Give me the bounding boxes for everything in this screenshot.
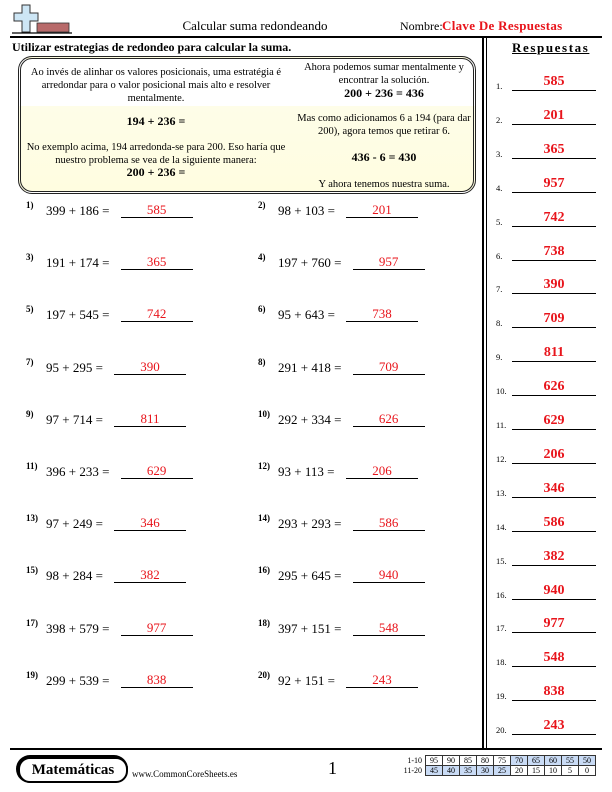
answer-key-value: 811 <box>543 345 565 361</box>
problem-number: 6) <box>258 304 266 315</box>
answer-key-line <box>512 700 596 701</box>
answer-key-value: 977 <box>543 616 565 632</box>
answer-line <box>121 269 193 270</box>
problem-answer[interactable]: 548 <box>378 619 399 635</box>
answer-key-number: 12. <box>496 453 507 464</box>
answer-key-number: 18. <box>496 657 507 668</box>
answer-key-line <box>512 429 596 430</box>
problem-expression: 399 + 186 = <box>46 203 110 218</box>
answer-key-line <box>512 599 596 600</box>
answer-column-divider-inner <box>486 36 487 748</box>
score-cell: 50 <box>579 756 596 766</box>
answer-line <box>353 635 425 636</box>
answer-key-number: 14. <box>496 521 507 532</box>
problem-answer[interactable]: 586 <box>378 515 399 531</box>
answer-line <box>346 321 418 322</box>
problem-answer[interactable]: 626 <box>378 410 399 426</box>
answer-key-value: 940 <box>543 582 565 598</box>
score-cell: 45 <box>426 766 443 776</box>
score-cell: 70 <box>511 756 528 766</box>
answer-key-number: 19. <box>496 691 507 702</box>
answer-key-number: 16. <box>496 589 507 600</box>
problem-number: 12) <box>258 461 270 471</box>
answer-key-number: 2. <box>496 114 503 125</box>
problem-expression: 397 + 151 = <box>278 620 342 636</box>
problem-expression: 299 + 539 = <box>46 672 110 688</box>
answer-key-line <box>512 632 596 633</box>
example-left-eq2: 200 + 236 = <box>126 165 186 179</box>
answer-key-number: 10. <box>496 386 507 397</box>
answer-key-item <box>496 413 598 433</box>
answer-line <box>121 217 193 218</box>
name-label: Nombre: <box>400 19 443 33</box>
score-cell: 35 <box>460 766 477 776</box>
score-cell: 30 <box>477 766 494 776</box>
example-right-eq1: 200 + 236 = 436 <box>344 86 424 100</box>
problem-number: 3) <box>26 252 34 263</box>
answer-line <box>346 478 418 479</box>
example-right-eq2: 436 - 6 = 430 <box>351 150 417 164</box>
score-cell: 5 <box>562 766 579 776</box>
answer-key-value: 586 <box>543 514 565 530</box>
problem-answer[interactable]: 365 <box>146 254 167 270</box>
answer-key-line <box>512 192 596 193</box>
answer-key-value: 548 <box>543 650 565 666</box>
problem-number: 10) <box>258 408 270 419</box>
example-right-final: Y ahora tenemos nuestra suma. <box>318 179 450 190</box>
score-cell: 80 <box>477 756 494 766</box>
score-cell: 90 <box>443 756 460 766</box>
answer-line <box>353 582 425 583</box>
page-number: 1 <box>328 758 337 778</box>
answer-key-item <box>496 583 598 603</box>
instructions: Utilizar estrategias de redondeo para calcular la suma. <box>12 40 292 54</box>
answer-key-line <box>512 531 596 532</box>
problem-number: 14) <box>258 513 270 524</box>
answer-key-item <box>496 74 598 94</box>
problem-answer[interactable]: 940 <box>378 567 399 583</box>
answer-key-number: 7. <box>496 284 503 295</box>
footer-divider <box>10 748 602 750</box>
plus-logo-icon <box>10 4 72 34</box>
problem-expression: 291 + 418 = <box>278 359 342 375</box>
answer-key-line <box>512 565 596 566</box>
problem-expression: 398 + 579 = <box>46 620 110 636</box>
problem-answer[interactable]: 390 <box>140 358 160 374</box>
problem-number: 7) <box>26 356 34 367</box>
problem-expression: 92 + 151 = <box>278 672 335 688</box>
example-right-intro: Ahora podemos sumar mentalmente y encontrar la solución. <box>304 62 464 86</box>
score-cell: 10 <box>545 766 562 776</box>
score-row-label: 1-10 <box>407 756 422 765</box>
problem-number: 9) <box>26 408 34 419</box>
problem-answer[interactable]: 243 <box>372 671 392 687</box>
answer-key-item <box>496 176 598 196</box>
answer-key-title: Respuestas <box>512 40 590 55</box>
problem-expression: 292 + 334 = <box>278 411 342 427</box>
answer-key-line <box>512 497 596 498</box>
problem-expression: 95 + 295 = <box>46 359 103 375</box>
answer-key-number: 15. <box>496 555 507 566</box>
answer-line <box>353 426 425 427</box>
example-right-explain: Mas como adicionamos 6 a 194 (para dar 200), agora temos que retirar 6. <box>297 113 471 137</box>
score-cell: 25 <box>494 766 511 776</box>
problem-expression: 197 + 760 = <box>278 255 342 271</box>
answer-key-item <box>496 481 598 501</box>
answer-key-line <box>512 734 596 735</box>
problem-number: 13) <box>26 513 38 524</box>
answer-key-line <box>512 226 596 227</box>
problem-answer[interactable]: 206 <box>372 463 392 478</box>
score-row-1-10 <box>392 756 596 766</box>
score-cell: 55 <box>562 756 579 766</box>
header-divider <box>10 36 602 38</box>
subject-badge: Matemáticas <box>18 757 128 783</box>
problem-expression: 396 + 233 = <box>46 464 110 479</box>
answer-key-line <box>512 90 596 91</box>
problem-answer[interactable]: 629 <box>146 463 167 478</box>
answer-line <box>114 530 186 531</box>
answer-key-item <box>496 142 598 162</box>
problem-answer[interactable]: 738 <box>372 306 392 322</box>
problem-number: 2) <box>258 200 266 210</box>
answer-line <box>121 321 193 322</box>
answer-key-line <box>512 395 596 396</box>
answer-key-item <box>496 277 598 297</box>
problem-expression: 295 + 645 = <box>278 568 342 584</box>
problem-expression: 95 + 643 = <box>278 307 335 323</box>
answer-key-value: 346 <box>543 480 565 496</box>
answer-key-item <box>496 447 598 467</box>
problem-answer[interactable]: 811 <box>140 410 160 426</box>
answer-line <box>114 426 186 427</box>
problem-number: 15) <box>26 565 38 576</box>
answer-key-item <box>496 515 598 535</box>
answer-key-number: 13. <box>496 487 507 498</box>
answer-key-value: 201 <box>543 107 565 123</box>
answer-key-number: 1. <box>496 81 503 91</box>
problem-number: 4) <box>258 252 266 263</box>
answer-key-value: 629 <box>543 413 565 428</box>
answer-key-value: 738 <box>543 243 565 259</box>
problem-answer[interactable]: 957 <box>378 254 399 270</box>
answer-line <box>121 478 193 479</box>
answer-key-number: 17. <box>496 623 507 634</box>
answer-key-item <box>496 684 598 704</box>
answer-line <box>346 217 418 218</box>
answer-key-item <box>496 379 598 399</box>
problem-number: 1) <box>26 200 34 210</box>
score-cell: 40 <box>443 766 460 776</box>
problem-answer[interactable]: 201 <box>372 202 392 217</box>
score-row-11-20 <box>392 766 596 776</box>
answer-line <box>121 635 193 636</box>
answer-key-line <box>512 327 596 328</box>
score-row-label: 11-20 <box>403 766 422 775</box>
problem-answer[interactable]: 742 <box>146 306 167 322</box>
problem-expression: 197 + 545 = <box>46 307 110 323</box>
answer-key-number: 8. <box>496 318 503 329</box>
score-cell: 85 <box>460 756 477 766</box>
answer-key-line <box>512 158 596 159</box>
answer-line <box>353 269 425 270</box>
answer-key-value: 957 <box>543 175 565 191</box>
answer-key-value: 382 <box>543 548 565 564</box>
answer-key-number: 9. <box>496 352 503 363</box>
problem-expression: 293 + 293 = <box>278 516 342 532</box>
answer-line <box>353 530 425 531</box>
answer-key-item <box>496 311 598 331</box>
answer-key-item <box>496 549 598 569</box>
answer-key-item <box>496 108 598 128</box>
problem-number: 20) <box>258 669 270 680</box>
answer-key-line <box>512 463 596 464</box>
answer-key-line <box>512 260 596 261</box>
problem-answer[interactable]: 977 <box>146 619 167 635</box>
answer-line <box>353 374 425 375</box>
problem-number: 19) <box>26 669 38 680</box>
answer-line <box>114 582 186 583</box>
problem-number: 18) <box>258 617 270 628</box>
problem-expression: 98 + 284 = <box>46 568 103 584</box>
problem-answer[interactable]: 585 <box>146 202 167 217</box>
problem-expression: 97 + 249 = <box>46 516 103 532</box>
site-url[interactable]: www.CommonCoreSheets.es <box>132 769 238 779</box>
answer-key-value: 206 <box>543 446 565 462</box>
score-cell: 75 <box>494 756 511 766</box>
example-box <box>18 56 476 194</box>
answer-key-item <box>496 616 598 636</box>
answer-key-value: 742 <box>543 209 565 225</box>
answer-line <box>114 374 186 375</box>
answer-key-value: 243 <box>543 718 565 734</box>
answer-key-number: 11. <box>496 420 507 430</box>
example-left-eq1: 194 + 236 = <box>126 114 186 128</box>
answer-key-value: 390 <box>543 277 565 293</box>
score-cell: 65 <box>528 756 545 766</box>
answer-key-line <box>512 361 596 362</box>
problem-number: 5) <box>26 304 34 315</box>
score-cell: 15 <box>528 766 545 776</box>
answer-column-divider <box>482 36 484 748</box>
score-table <box>392 755 596 776</box>
problem-answer[interactable]: 838 <box>146 671 167 687</box>
answer-key-number: 4. <box>496 182 503 193</box>
answer-key-value: 709 <box>543 311 565 327</box>
answer-key-number: 3. <box>496 148 503 159</box>
problem-expression: 97 + 714 = <box>46 411 103 427</box>
answer-line <box>346 687 418 688</box>
score-cell: 95 <box>426 756 443 766</box>
name-value: Clave De Respuestas <box>442 18 563 33</box>
problem-number: 17) <box>26 617 38 628</box>
problem-answer[interactable]: 382 <box>140 567 160 583</box>
answer-key-item <box>496 718 598 738</box>
worksheet-title: Calcular suma redondeando <box>182 18 328 33</box>
problem-expression: 98 + 103 = <box>278 203 335 218</box>
problem-answer[interactable]: 709 <box>378 358 399 374</box>
example-left-intro: Ao invés de alinhar os valores posicionais, uma estratégia é arredondar para o valor posicional mais alto e resolver mentalmente. <box>30 67 282 104</box>
answer-key-value: 365 <box>543 141 565 157</box>
problem-expression: 93 + 113 = <box>278 464 335 479</box>
problem-number: 8) <box>258 356 266 367</box>
answer-key-number: 6. <box>496 250 503 261</box>
score-cell: 20 <box>511 766 528 776</box>
answer-key-number: 20. <box>496 725 507 736</box>
answer-line <box>121 687 193 688</box>
answer-key-item <box>496 210 598 230</box>
answer-key-value: 626 <box>543 379 565 395</box>
problem-number: 11) <box>26 461 38 471</box>
answer-key-value: 838 <box>543 684 565 700</box>
answer-key-number: 5. <box>496 216 503 227</box>
answer-key-line <box>512 293 596 294</box>
answer-key-item <box>496 650 598 670</box>
answer-key-item <box>496 244 598 264</box>
problem-number: 16) <box>258 565 270 576</box>
problem-answer[interactable]: 346 <box>140 515 160 531</box>
problem-expression: 191 + 174 = <box>46 255 110 271</box>
answer-key-line <box>512 124 596 125</box>
score-cell: 0 <box>579 766 596 776</box>
answer-key-item <box>496 345 598 365</box>
score-cell: 60 <box>545 756 562 766</box>
answer-key-value: 585 <box>543 74 565 89</box>
example-left-explain: No exemplo acima, 194 arredonda-se para 200. Eso haría que nuestro problema se vea de la siguiente manera: <box>26 142 286 166</box>
answer-key-line <box>512 666 596 667</box>
